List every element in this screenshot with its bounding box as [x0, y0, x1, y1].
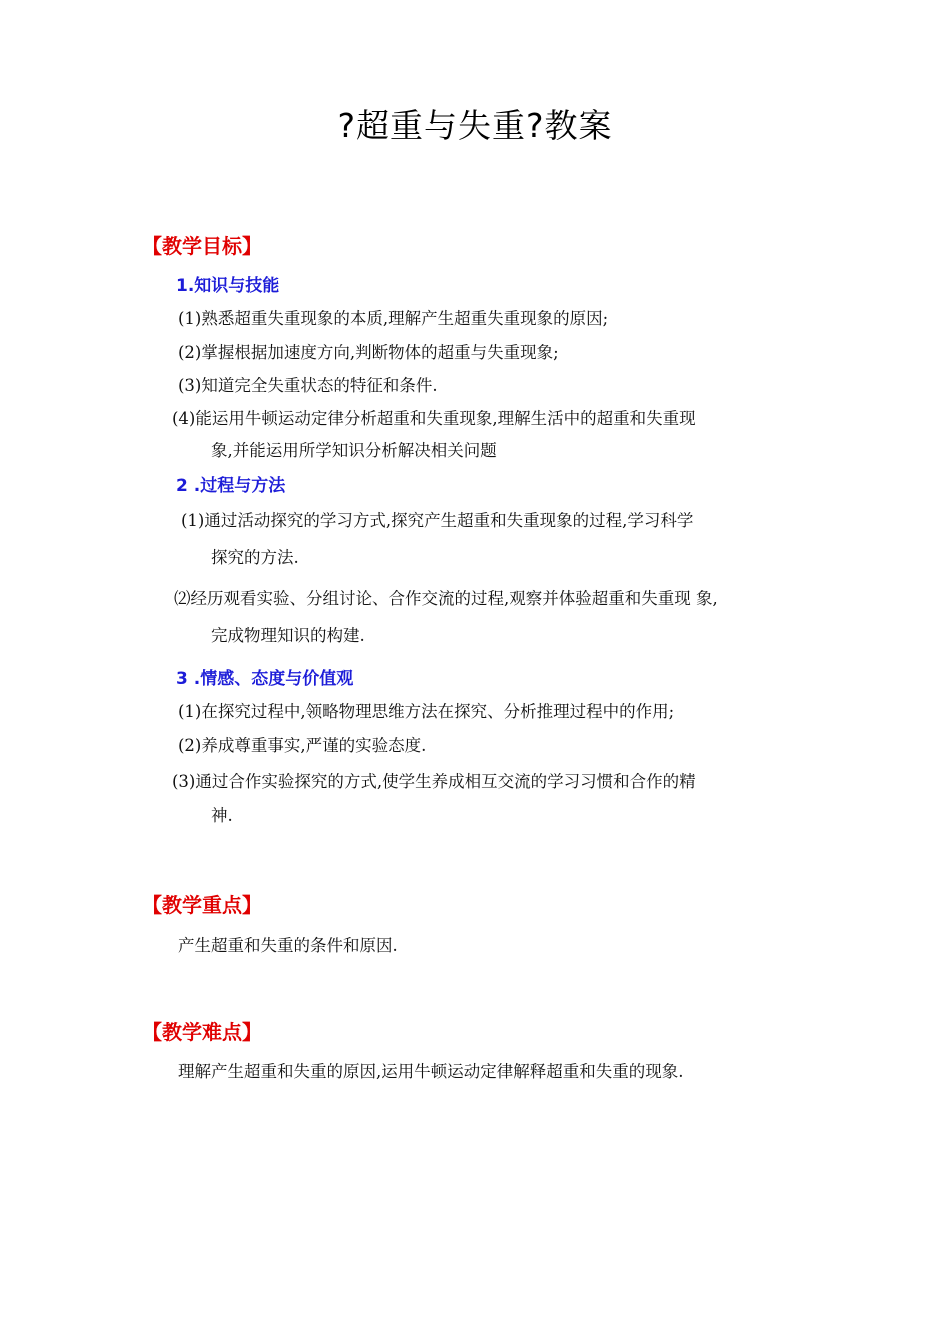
objectives-group-1-heading: 1.知识与技能: [176, 276, 280, 296]
objectives-group-2-item-1-cont: 探究的方法.: [211, 548, 299, 567]
objectives-group-3-item-3: (3)通过合作实验探究的方式,使学生养成相互交流的学习习惯和合作的精: [172, 772, 696, 791]
objectives-heading: 【教学目标】: [142, 234, 262, 258]
document-title: ?超重与失重?教案: [337, 106, 613, 145]
objectives-group-1-item-4: (4)能运用牛顿运动定律分析超重和失重现象,理解生活中的超重和失重现: [172, 409, 696, 428]
objectives-group-1-item-4-cont: 象,并能运用所学知识分析解决相关问题: [211, 441, 497, 460]
difficulties-heading: 【教学难点】: [142, 1020, 262, 1044]
objectives-group-3-item-1: (1)在探究过程中,领略物理思维方法在探究、分析推理过程中的作用;: [178, 702, 675, 721]
objectives-group-1-item-2: (2)掌握根据加速度方向,判断物体的超重与失重现象;: [178, 343, 559, 362]
key-points-text: 产生超重和失重的条件和原因.: [178, 936, 398, 955]
objectives-group-1-item-1: (1)熟悉超重失重现象的本质,理解产生超重失重现象的原因;: [178, 309, 609, 328]
objectives-group-3-item-3-cont: 神.: [211, 806, 233, 825]
objectives-group-3-heading: 3 .情感、态度与价值观: [176, 669, 354, 689]
objectives-group-2-heading: 2 .过程与方法: [176, 476, 286, 496]
objectives-group-2-item-2-cont: 完成物理知识的构建.: [211, 626, 365, 645]
difficulties-text: 理解产生超重和失重的原因,运用牛顿运动定律解释超重和失重的现象.: [178, 1062, 684, 1081]
key-points-heading: 【教学重点】: [142, 893, 262, 917]
objectives-group-1-item-3: (3)知道完全失重状态的特征和条件.: [178, 376, 438, 395]
objectives-group-3-item-2: (2)养成尊重事实,严谨的实验态度.: [178, 736, 427, 755]
objectives-group-2-item-1: (1)通过活动探究的学习方式,探究产生超重和失重现象的过程,学习科学: [181, 511, 694, 530]
objectives-group-2-item-2: ⑵经历观看实验、分组讨论、合作交流的过程,观察并体验超重和失重现 象,: [174, 589, 718, 608]
